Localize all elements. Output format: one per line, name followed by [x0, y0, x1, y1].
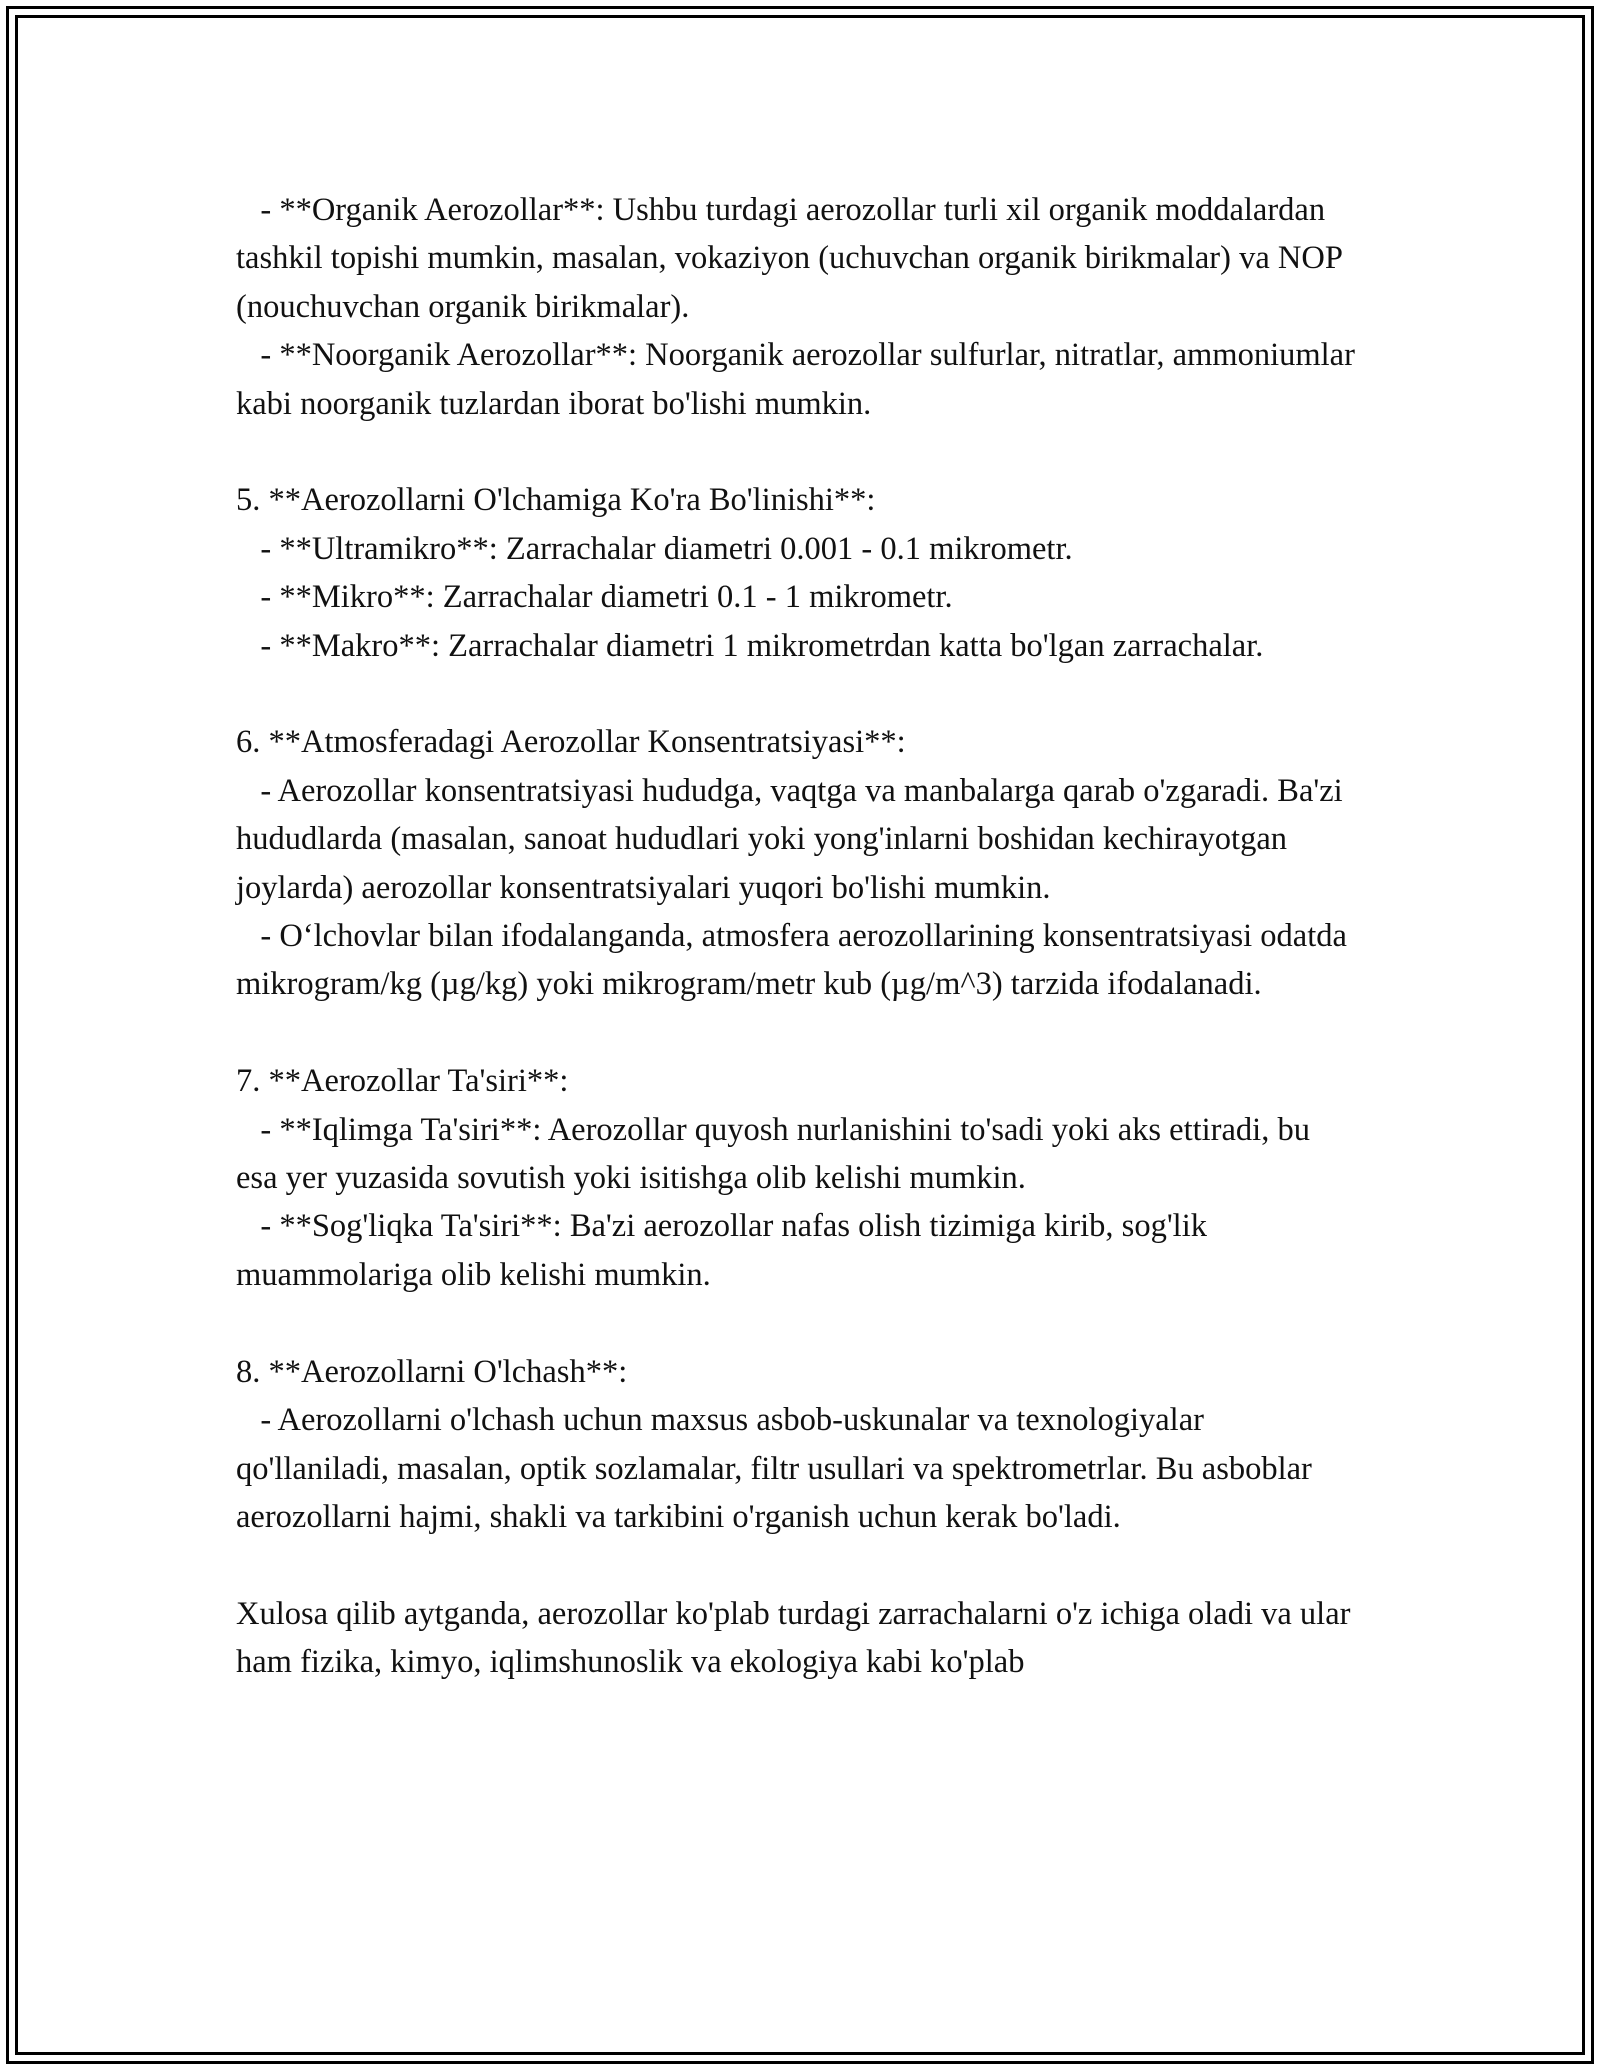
list-item-climate-effect: - **Iqlimga Ta'siri**: Aerozollar quyosh nurlanishini to'sadi yoki aks ettiradi, bu esa yer yuzasida sovutish yoki isitishga olib kelishi mumkin. [236, 1111, 1319, 1197]
list-item-ultramikro: - **Ultramikro**: Zarrachalar diametri 0.001 - 0.1 mikrometr. [236, 530, 1073, 567]
list-item-measurement-methods: - Aerozollarni o'lchash uchun maxsus asbob-uskunalar va texnologiyalar qo'llaniladi, masalan, optik sozlamalar, filtr usullari va spektrometrlar. Bu asboblar aerozollarni hajmi, shakli va tarkibini o'rganish uchun kerak bo'ladi. [236, 1402, 1320, 1535]
list-item-concentration-units: - O‘lchovlar bilan ifodalanganda, atmosfera aerozollarining konsentratsiyasi odatda mikrogram/kg (µg/kg) yoki mikrogram/metr kub (µg/m^3) tarzida ifodalanadi. [236, 918, 1356, 1003]
section-5-size-classification [236, 476, 1356, 670]
paragraph-inorganic-aerosols: - **Noorganik Aerozollar**: Noorganik aerozollar sulfurlar, nitratlar, ammoniumlar kabi noorganik tuzlardan iborat bo'lishi mumkin. [236, 337, 1364, 422]
section-6-concentration [236, 718, 1356, 1008]
section-heading: 6. **Atmosferadagi Aerozollar Konsentratsiyasi**: [236, 724, 906, 761]
paragraph-gap [236, 1541, 1356, 1589]
paragraph-gap [236, 1009, 1356, 1057]
section-aerosol-types-continued [236, 186, 1364, 428]
paragraph-conclusion: Xulosa qilib aytganda, aerozollar ko'plab turdagi zarrachalarni o'z ichiga oladi va ular ham fizika, kimyo, iqlimshunoslik va ekologiya kabi ko'plab [236, 1595, 1359, 1681]
section-heading: 7. **Aerozollar Ta'siri**: [236, 1063, 569, 1100]
paragraph-gap [236, 1299, 1356, 1347]
list-item-health-effect: - **Sog'liqka Ta'siri**: Ba'zi aerozollar nafas olish tizimiga kirib, sog'lik muammolariga olib kelishi mumkin. [236, 1208, 1216, 1293]
list-item-mikro: - **Mikro**: Zarrachalar diametri 0.1 - 1 mikrometr. [236, 579, 953, 616]
paragraph-gap [236, 428, 1356, 476]
document-body [236, 186, 1364, 1687]
section-7-effects [236, 1057, 1356, 1299]
section-conclusion [236, 1590, 1359, 1687]
list-item-makro: - **Makro**: Zarrachalar diametri 1 mikrometrdan katta bo'lgan zarrachalar. [236, 627, 1264, 664]
section-8-measurement [236, 1348, 1356, 1542]
paragraph-organic-aerosols: - **Organik Aerozollar**: Ushbu turdagi aerozollar turli xil organik moddalardan tashkil topishi mumkin, masalan, vokaziyon (uchuvchan organik birikmalar) va NOP (nouchuvchan organik birikmalar). [236, 192, 1350, 325]
section-heading: 5. **Aerozollarni O'lchamiga Ko'ra Bo'linishi**: [236, 482, 876, 519]
paragraph-gap [236, 670, 1356, 718]
list-item-concentration-variation: - Aerozollar konsentratsiyasi hududga, vaqtga va manbalarga qarab o'zgaradi. Ba'zi hududlarda (masalan, sanoat hududlari yoki yong'inlarni boshidan kechirayotgan joylarda) aerozollar konsentratsiyalari yuqori bo'lishi mumkin. [236, 772, 1351, 906]
section-heading: 8. **Aerozollarni O'lchash**: [236, 1353, 628, 1390]
